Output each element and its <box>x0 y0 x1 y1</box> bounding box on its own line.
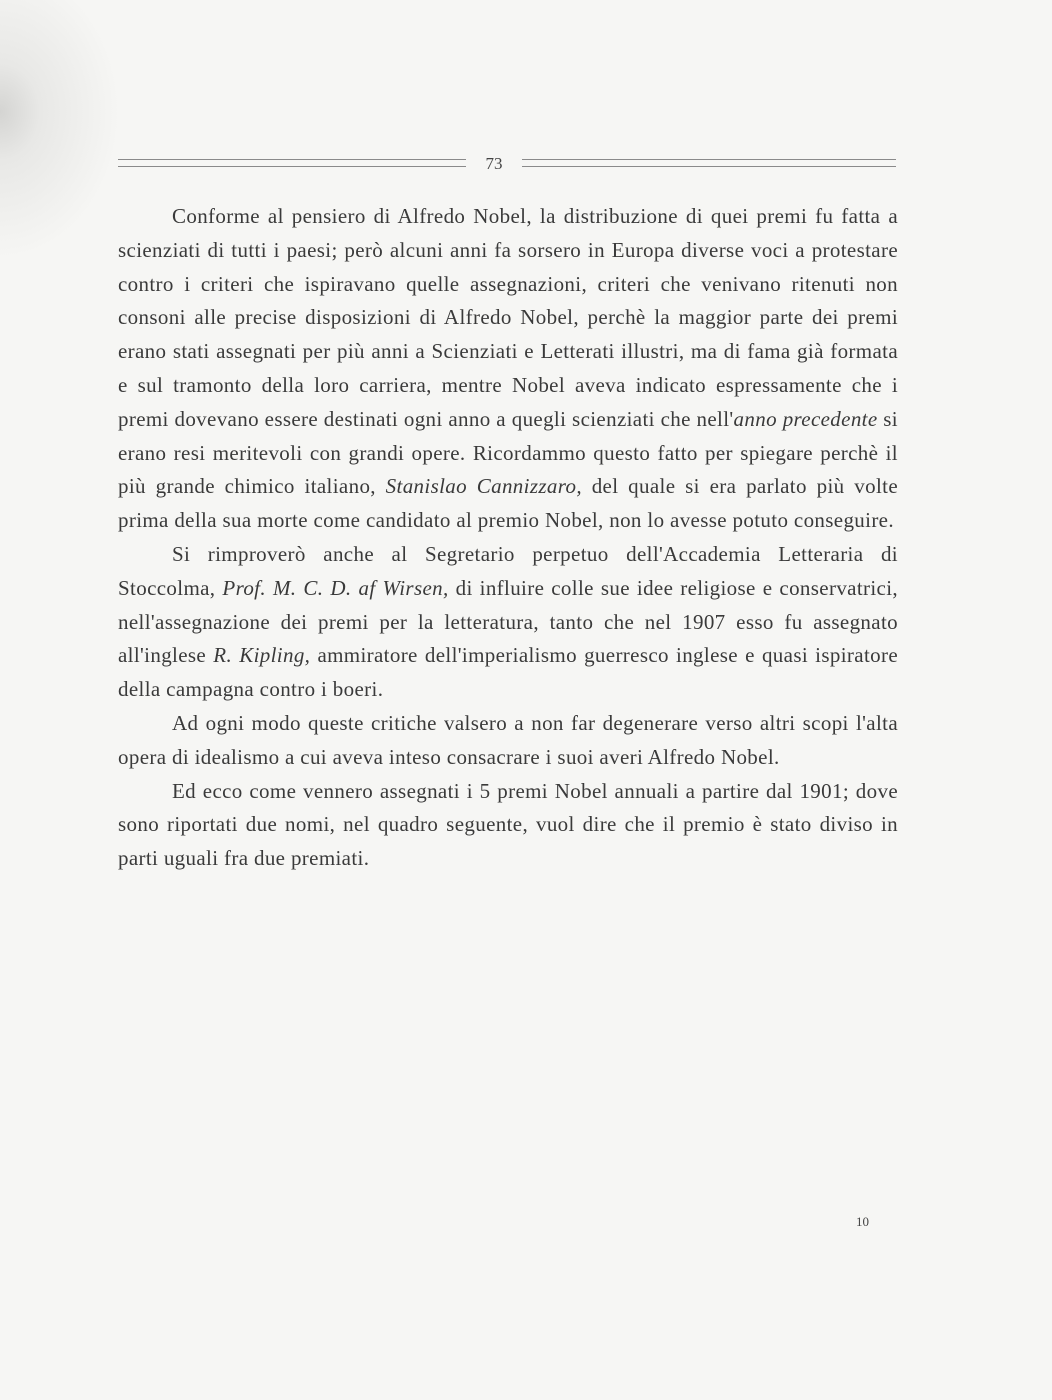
paragraph <box>118 707 898 775</box>
header-rule-right <box>522 159 896 167</box>
page-header <box>118 150 896 180</box>
paragraph <box>118 775 898 876</box>
paragraph <box>118 538 898 707</box>
italic-run: Prof. M. C. D. af Wirsen, <box>222 575 449 600</box>
text-run: Ad ogni modo queste critiche valsero a non far degenerare verso altri scopi l'alta opera di idealismo a cui aveva inteso consacrare i suoi averi Alfredo Nobel. <box>118 710 898 769</box>
text-run: ammiratore dell'imperialismo guerresco inglese e quasi ispiratore della campagna contro i boeri. <box>118 643 898 702</box>
text-run: Conforme al pensiero di Alfredo Nobel, la distribuzione di quei premi fu fatta a scienziati di tutti i paesi; però alcuni anni fa sorsero in Europa diverse voci a protestare contro i criteri che ispiravano quelle assegnazioni, criteri che venivano ritenuti non consoni alle precise disposizioni di Alfredo Nobel, perchè la maggior parte dei premi erano stati assegnati per più anni a Scienziati e Letterati illustri, ma di fama già formata e sul tramonto della loro carriera, mentre Nobel aveva indicato espressamente che i premi dovevano essere destinati ogni anno a quegli scienziati che nell' <box>118 204 898 431</box>
body-text <box>118 200 898 876</box>
text-run: di influire colle sue idee religiose e conservatrici, nell'assegnazione dei premi per la letteratura, tanto che nel 1907 esso fu assegnato all'inglese <box>118 575 899 668</box>
text-run: Si rimproverò anche al Segretario perpetuo dell'Accademia Letteraria di Stoccolma, <box>118 541 898 600</box>
signature-mark: 10 <box>856 1214 869 1229</box>
text-run: si erano resi meritevoli con grandi opere. Ricordammo questo fatto per spiegare perchè il più grande chimico italiano, <box>118 406 898 499</box>
italic-run: Stanislao Cannizzaro, <box>385 474 582 499</box>
italic-run: anno precedente <box>733 406 878 431</box>
italic-run: R. Kipling, <box>213 643 311 668</box>
header-rule-left <box>118 159 466 167</box>
text-run: del quale si era parlato più volte prima della sua morte come candidato al premio Nobel, non lo avesse potuto conseguire. <box>118 474 898 533</box>
page-number: 73 <box>485 154 503 173</box>
text-run: Ed ecco come vennero assegnati i 5 premi Nobel annuali a partire dal 1901; dove sono riportati due nomi, nel quadro seguente, vuol dire che il premio è stato diviso in parti uguali fra due premiati. <box>118 778 898 871</box>
paragraph <box>118 200 898 538</box>
